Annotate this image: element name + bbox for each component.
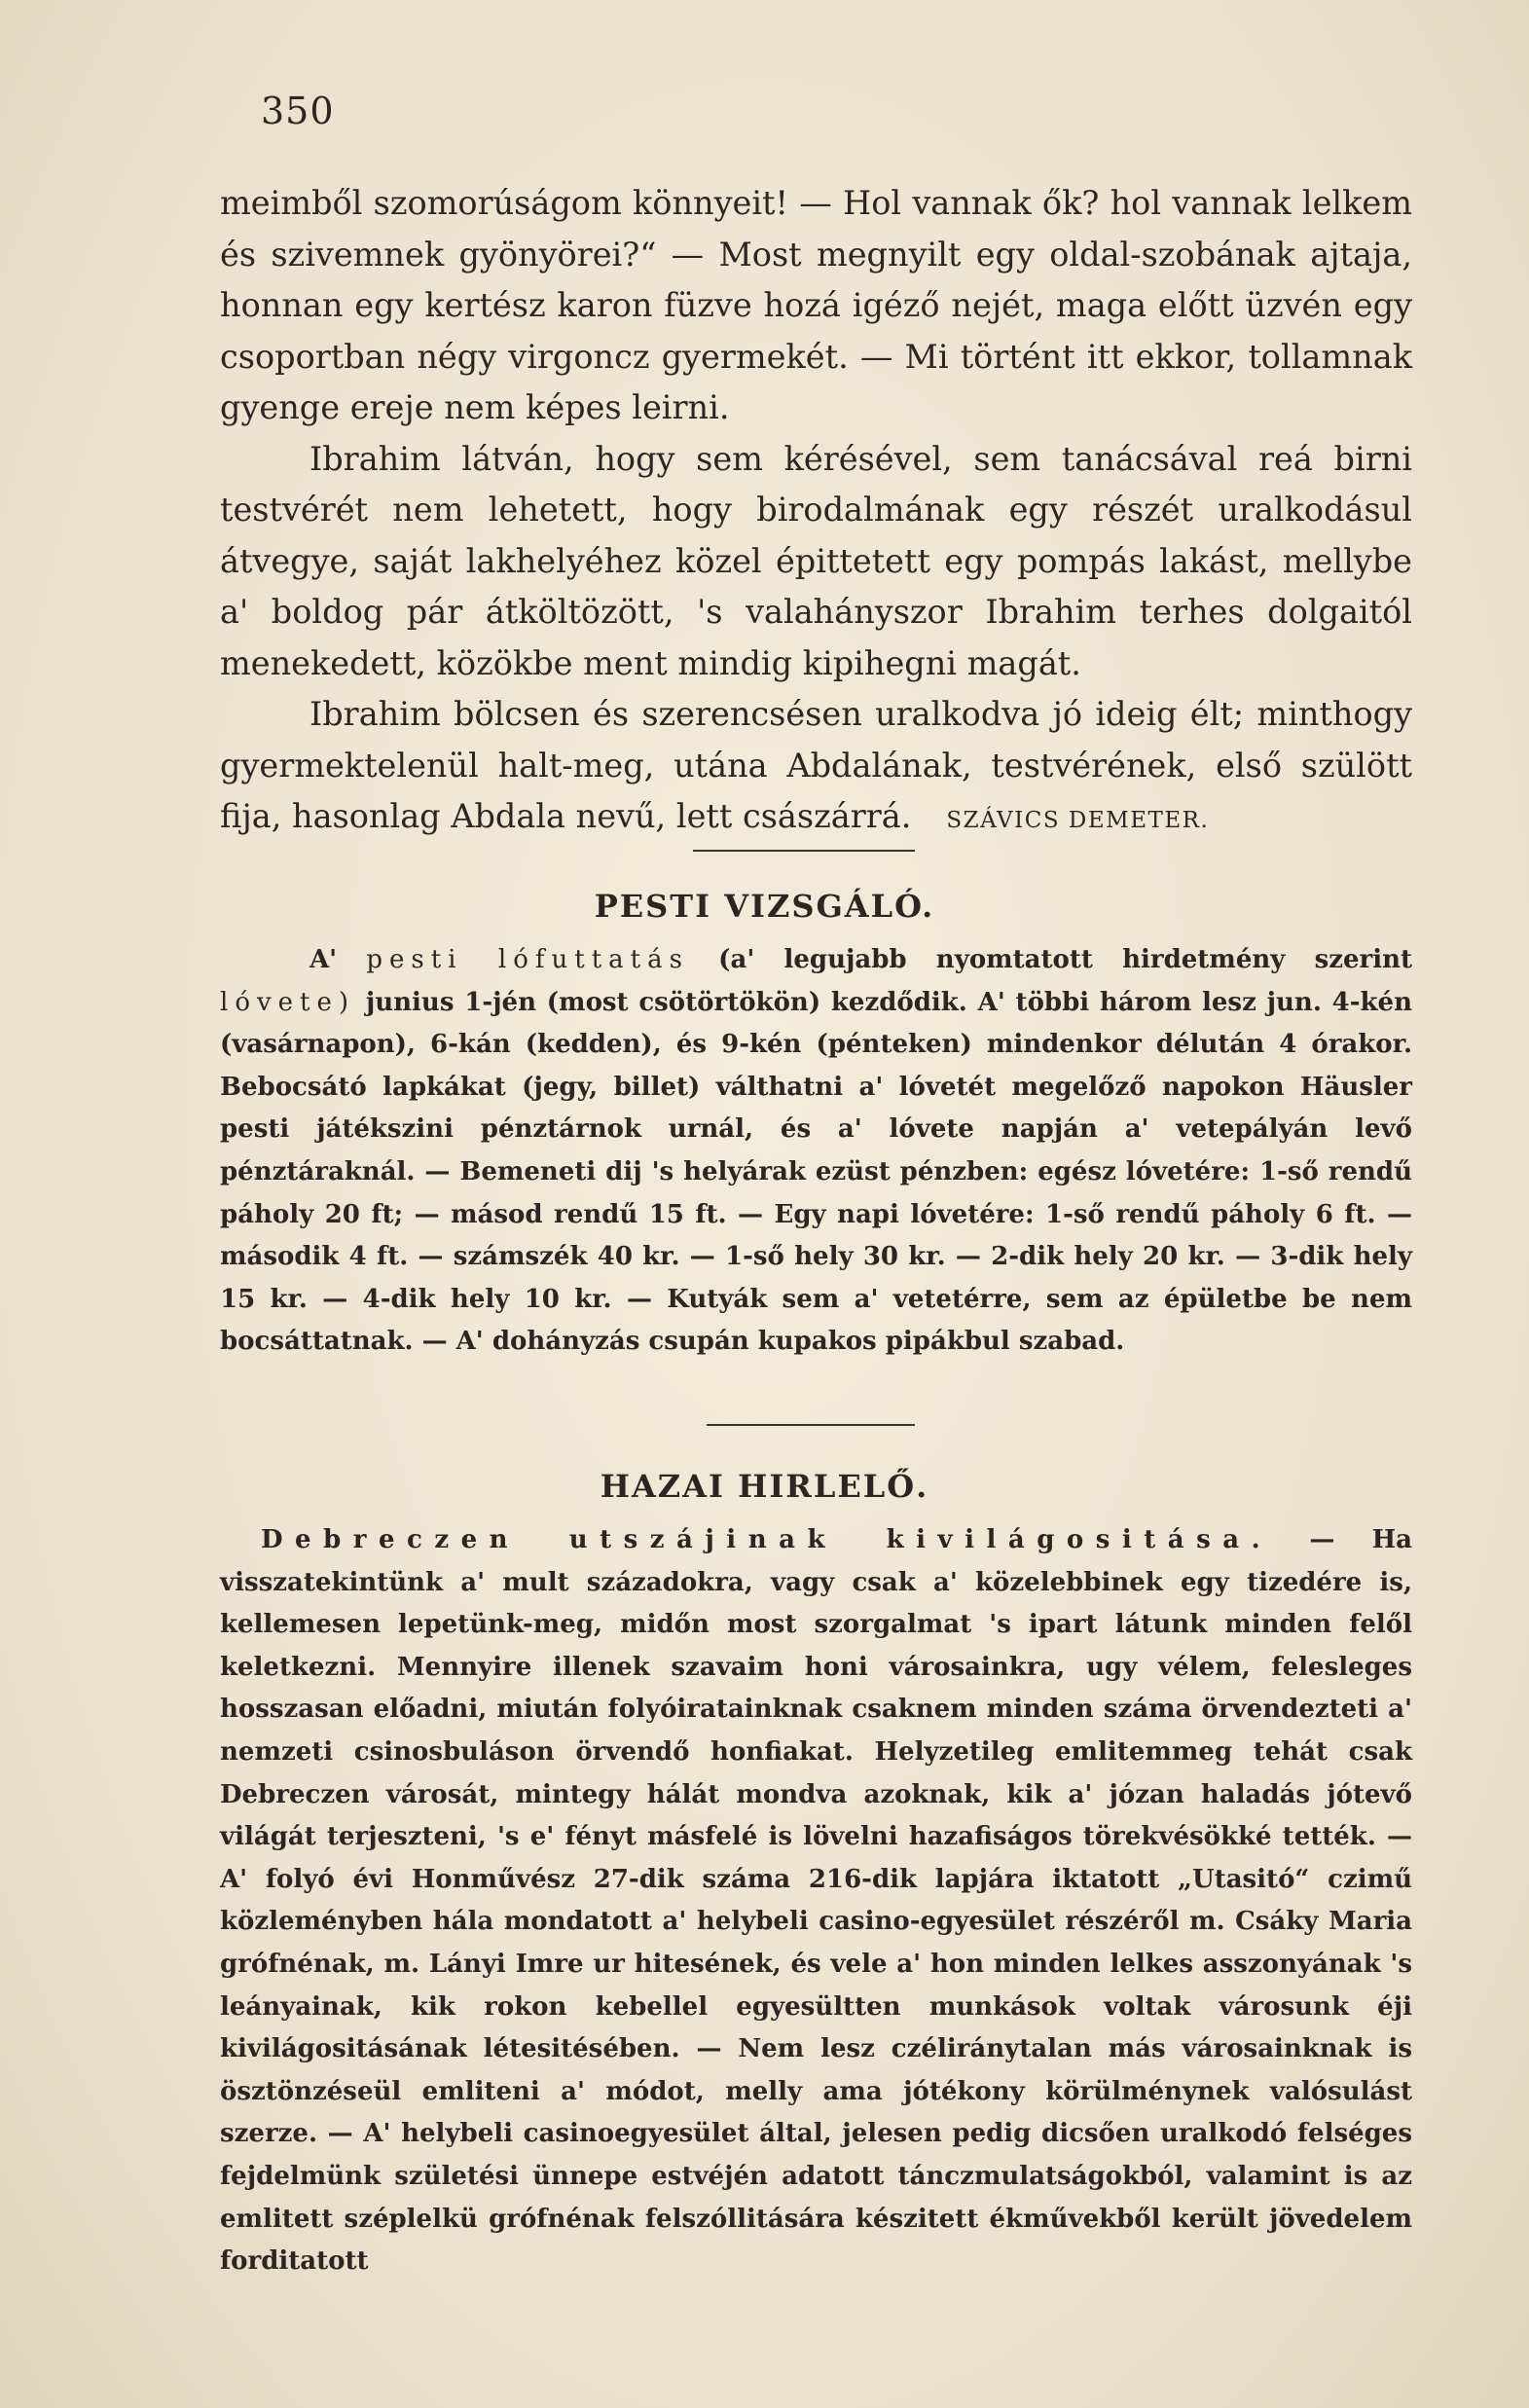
hazai-paragraph — [220, 1519, 1412, 2283]
pesti-lead-spaced-2: lóvete) — [220, 987, 356, 1017]
section-divider-2 — [707, 1424, 915, 1426]
author-signature: SZÁVICS DEMETER. — [946, 808, 1210, 833]
hazai-text: — Ha visszatekintünk a' mult századokra, vagy csak a' közelebbinek egy tizedére is, kellemesen lepetünk-meg, midőn most szorgalmat 's ipart látunk minden felől keletkezni. Mennyire illenek szavaim honi városainkra, ugy vélem, felesleges hosszasan előadni, miután folyóiratainknak csaknem minden száma örvendezteti a' nemzeti csinosbuláson örvendő honfiakat. Helyzetileg emlitemmeg tehát csak Debreczen városát, mintegy hálát mondva azoknak, kik a' józan haladás jótevő világát terjeszteni, 's e' fényt másfelé is lövelni hazafiságos törekvésökké tették. — A' folyó évi Honművész 27-dik száma 216-dik lapjára iktatott „Utasitó“ czimű közleményben hála mondatott a' helybeli casino-egyesület részéről m. Csáky Maria grófnénak, m. Lányi Imre ur hitesének, és vele a' hon minden lelkes asszonyának 's leányainak, kik rokon kebellel egyesültten munkások voltak városunk éji kivilágositásának létesitésében. — Nem lesz czéliránytalan más városainknak is ösztönzéseül emliteni a' módot, melly ama jótékony körülménynek valósulást szerze. — A' helybeli casinoegyesület által, jelesen pedig dicsően uralkodó felséges fejdelmünk születési ünnepe estvéjén adatott tánczmulatságokból, valamint is az emlitett széplelkü grófnénak felszóllitására készitett ékművekből került jövedelem forditatott — [220, 1525, 1412, 2277]
hazai-heading: HAZAI HIRLELŐ. — [600, 1468, 929, 1505]
story-paragraph-3 — [220, 689, 1412, 847]
hazai-lead-spaced: Debreczen utszájinak kivilágositása. — [261, 1525, 1273, 1554]
page-number: 350 — [261, 90, 335, 132]
story-paragraph-1: meimből szomorúságom könnyeit! — Hol vannak ők? hol vannak lelkem és szivemnek gyönyörei?“ — Most megnyilt egy oldal-szobának ajtaja, honnan egy kertész karon füzve hozá igéző nejét, maga előtt üzvén egy csoportban négy virgoncz gyermekét. — Mi történt itt ekkor, tollamnak gyenge ereje nem képes leirni. — [220, 184, 1412, 426]
story-paragraph-3-text: Ibrahim bölcsen és szerencsésen uralkodva jó ideig élt; minthogy gyermektelenül halt-meg, utána Abdalának, testvérének, első szülött fija, hasonlag Abdala nevű, lett császárrá. — [220, 695, 1412, 835]
story-paragraph-2: Ibrahim látván, hogy sem kérésével, sem tanácsával reá birni testvérét nem lehetett, hogy birodalmának egy részét uralkodásul átvegye, saját lakhelyéhez közel épittetett egy pompás lakást, mellybe a' boldog pár átköltözött, 's valahányszor Ibrahim terhes dolgaitól menekedett, közökbe ment mindig kipihegni magát. — [220, 439, 1412, 682]
pesti-text-2: junius 1-jén (most csötörtökön) kezdődik. A' többi három lesz jun. 4-kén (vasárnapon), 6-kán (kedden), és 9-kén (pénteken) mindenkor délután 4 órakor. Bebocsátó lapkákat (jegy, billet) válthatni a' lóvetét megelőző napokon Häusler pesti játékszini pénztárnok urnál, és a' lóvete napján a' vetepályán levő pénztáraknál. — Bemeneti dij 's helyárak ezüst pénzben: egész lóvetére: 1-ső rendű páholy 20 ft; — másod rendű 15 ft. — Egy napi lóvetére: 1-ső rendű páholy 6 ft. — második 4 ft. — számszék 40 kr. — 1-ső hely 30 kr. — 2-dik hely 20 kr. — 3-dik hely 15 kr. — 4-dik hely 10 kr. — Kutyák sem a' vetetérre, sem az épületbe be nem bocsáttatnak. — A' dohányzás csupán kupakos pipákbul szabad. — [220, 987, 1413, 1357]
pesti-section — [220, 939, 1412, 1364]
pesti-text-1: (a' legujabb nyomtatott hirdetmény szerint — [718, 945, 1413, 974]
story-section — [220, 178, 1412, 847]
pesti-heading: PESTI VIZSGÁLÓ. — [594, 888, 935, 925]
pesti-lead: A' — [309, 945, 338, 974]
pesti-paragraph — [220, 939, 1412, 1364]
hazai-section — [220, 1519, 1412, 2283]
pesti-lead-spaced-1: pesti lófuttatás — [366, 945, 689, 974]
section-divider-1 — [693, 850, 915, 852]
